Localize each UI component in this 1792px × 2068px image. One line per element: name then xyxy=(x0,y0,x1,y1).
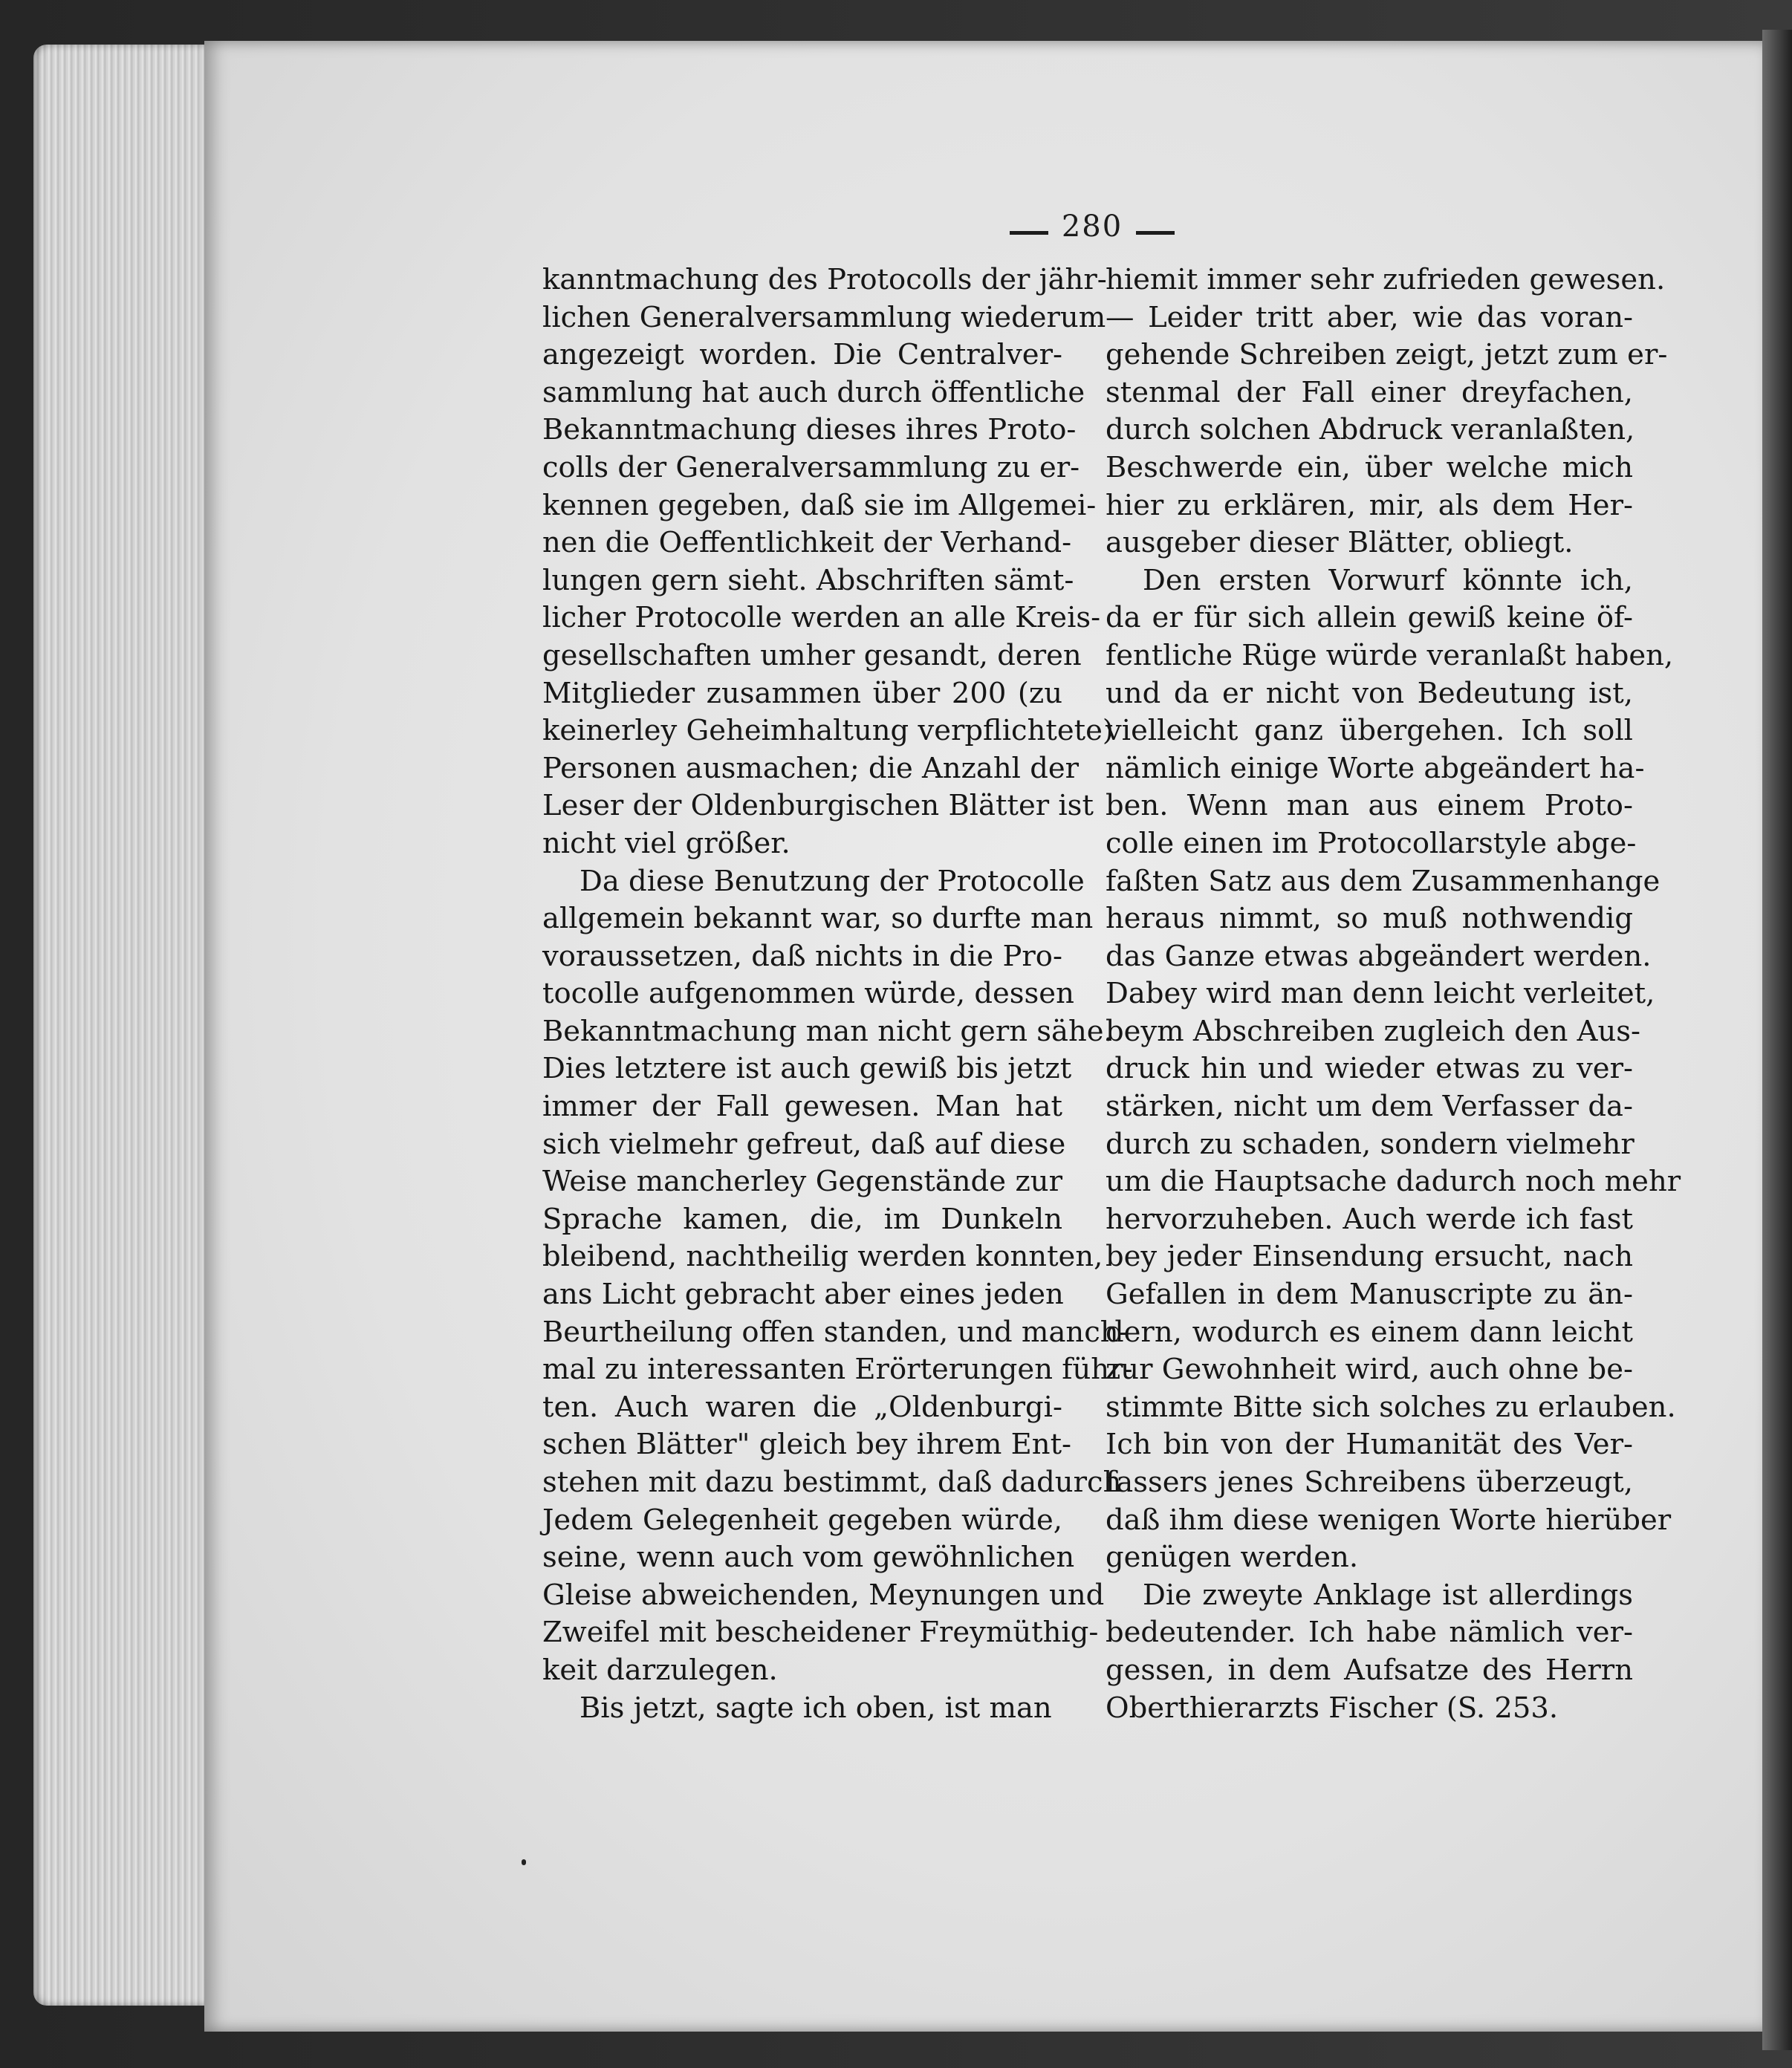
text-line: Dabey wird man denn leicht verleitet, xyxy=(1106,977,1655,1011)
text-line: Bekanntmachung man nicht gern sähe. xyxy=(542,1014,1113,1048)
right-text-column xyxy=(1106,261,1681,1727)
text-line: faßten Satz aus dem Zusammenhange xyxy=(1106,864,1660,898)
text-line: Oberthierarzts Fischer (S. 253. xyxy=(1106,1691,1559,1725)
text-line: allgemein bekannt war, so durfte man xyxy=(542,902,1094,936)
text-line: stimmte Bitte sich solches zu erlauben. xyxy=(1106,1390,1676,1424)
text-line: Weise mancherley Gegenstände zur xyxy=(542,1165,1062,1199)
text-line: mal zu interessanten Erörterungen führ- xyxy=(542,1353,1133,1387)
text-line: nen die Oeffentlichkeit der Verhand- xyxy=(542,526,1072,560)
text-line: Sprache kamen, die, im Dunkeln xyxy=(542,1202,1062,1236)
text-line: hervorzuheben. Auch werde ich fast xyxy=(1106,1202,1633,1236)
text-line: da er für sich allein gewiß keine öf- xyxy=(1106,601,1633,635)
text-line: keinerley Geheimhaltung verpflichtete) xyxy=(542,714,1114,748)
text-line: Ich bin von der Humanität des Ver- xyxy=(1106,1428,1633,1462)
text-line: hier zu erklären, mir, als dem Her- xyxy=(1106,488,1633,522)
text-line: colle einen im Protocollarstyle abge- xyxy=(1106,826,1637,860)
text-line: beym Abschreiben zugleich den Aus- xyxy=(1106,1014,1641,1048)
text-line: schen Blätter" gleich bey ihrem Ent- xyxy=(542,1428,1072,1462)
text-line: tocolle aufgenommen würde, dessen xyxy=(542,977,1074,1011)
text-line: fentliche Rüge würde veranlaßt haben, xyxy=(1106,638,1674,672)
text-line: — Leider tritt aber, wie das voran- xyxy=(1106,300,1633,334)
book-right-edge xyxy=(1762,30,1792,2050)
text-line: Beurtheilung offen standen, und manch- xyxy=(542,1315,1129,1349)
text-line: angezeigt worden. Die Centralver- xyxy=(542,338,1062,372)
text-line: Zweifel mit bescheidener Freymüthig- xyxy=(542,1616,1099,1650)
text-line: heraus nimmt, so muß nothwendig xyxy=(1106,902,1633,936)
text-line: lungen gern sieht. Abschriften sämt- xyxy=(542,563,1074,597)
text-line: colls der Generalversammlung zu er- xyxy=(542,450,1080,484)
text-line: Da diese Benutzung der Protocolle xyxy=(580,864,1085,898)
text-line: Den ersten Vorwurf könnte ich, xyxy=(1143,563,1633,597)
text-line: und da er nicht von Bedeutung ist, xyxy=(1106,676,1633,710)
text-line: Mitglieder zusammen über 200 (zu xyxy=(542,676,1062,710)
text-line: bedeutender. Ich habe nämlich ver- xyxy=(1106,1616,1633,1650)
header-dash-right xyxy=(1136,231,1175,235)
text-line: Die zweyte Anklage ist allerdings xyxy=(1143,1578,1633,1612)
text-line: bey jeder Einsendung ersucht, nach xyxy=(1106,1240,1633,1274)
text-line: Gefallen in dem Manuscripte zu än- xyxy=(1106,1278,1633,1312)
text-line: bleibend, nachtheilig werden konnten, xyxy=(542,1240,1103,1274)
text-line: seine, wenn auch vom gewöhnlichen xyxy=(542,1541,1075,1575)
text-line: nämlich einige Worte abgeändert ha- xyxy=(1106,751,1645,785)
text-line: hiemit immer sehr zufrieden gewesen. xyxy=(1106,263,1666,296)
text-line: das Ganze etwas abgeändert werden. xyxy=(1106,939,1652,973)
text-line: fassers jenes Schreibens überzeugt, xyxy=(1106,1466,1633,1499)
page-stack-edge xyxy=(33,45,204,2006)
header-dash-left xyxy=(1010,231,1048,235)
text-line: kennen gegeben, daß sie im Allgemei- xyxy=(542,488,1097,522)
text-line: druck hin und wieder etwas zu ver- xyxy=(1106,1052,1633,1086)
text-line: durch solchen Abdruck veranlaßten, xyxy=(1106,413,1635,447)
text-line: immer der Fall gewesen. Man hat xyxy=(542,1090,1062,1124)
text-line: stärken, nicht um dem Verfasser da- xyxy=(1106,1090,1633,1124)
text-line: gessen, in dem Aufsatze des Herrn xyxy=(1106,1653,1633,1687)
left-text-column xyxy=(542,261,1133,1727)
text-line: dern, wodurch es einem dann leicht xyxy=(1106,1315,1633,1349)
text-line: Leser der Oldenburgischen Blätter ist xyxy=(542,789,1094,823)
text-line: Personen ausmachen; die Anzahl der xyxy=(542,751,1080,785)
text-line: genügen werden. xyxy=(1106,1541,1359,1575)
text-line: Bekanntmachung dieses ihres Proto- xyxy=(542,413,1077,447)
text-line: ans Licht gebracht aber eines jeden xyxy=(542,1278,1064,1312)
text-line: stehen mit dazu bestimmt, daß dadurch xyxy=(542,1466,1122,1499)
text-line: zur Gewohnheit wird, auch ohne be- xyxy=(1106,1353,1633,1387)
text-line: ten. Auch waren die „Oldenburgi- xyxy=(542,1390,1062,1424)
text-line: sich vielmehr gefreut, daß auf diese xyxy=(542,1127,1066,1161)
text-line: ausgeber dieser Blätter, obliegt. xyxy=(1106,526,1574,560)
text-line: lichen Generalversammlung wiederum xyxy=(542,300,1106,334)
page-header xyxy=(981,209,1204,254)
text-line: gesellschaften umher gesandt, deren xyxy=(542,638,1082,672)
text-line: Dies letztere ist auch gewiß bis jetzt xyxy=(542,1052,1072,1086)
text-line: vielleicht ganz übergehen. Ich soll xyxy=(1106,714,1633,748)
page-number: 280 xyxy=(1061,209,1123,244)
text-line: Gleise abweichenden, Meynungen und xyxy=(542,1578,1105,1612)
text-line: voraussetzen, daß nichts in die Pro- xyxy=(542,939,1062,973)
text-line: um die Hauptsache dadurch noch mehr xyxy=(1106,1165,1681,1199)
ink-speck xyxy=(522,1859,526,1865)
text-line: nicht viel größer. xyxy=(542,826,791,860)
text-line: gehende Schreiben zeigt, jetzt zum er- xyxy=(1106,338,1668,372)
text-line: daß ihm diese wenigen Worte hierüber xyxy=(1106,1503,1672,1537)
text-line: ben. Wenn man aus einem Proto- xyxy=(1106,789,1633,823)
text-line: Beschwerde ein, über welche mich xyxy=(1106,450,1633,484)
text-line: stenmal der Fall einer dreyfachen, xyxy=(1106,375,1633,409)
text-line: licher Protocolle werden an alle Kreis- xyxy=(542,601,1101,635)
text-line: durch zu schaden, sondern vielmehr xyxy=(1106,1127,1634,1161)
text-line: kanntmachung des Protocolls der jähr- xyxy=(542,263,1107,296)
text-line: Jedem Gelegenheit gegeben würde, xyxy=(542,1503,1062,1537)
text-line: keit darzulegen. xyxy=(542,1653,778,1687)
text-line: Bis jetzt, sagte ich oben, ist man xyxy=(580,1691,1052,1725)
text-line: sammlung hat auch durch öffentliche xyxy=(542,375,1085,409)
